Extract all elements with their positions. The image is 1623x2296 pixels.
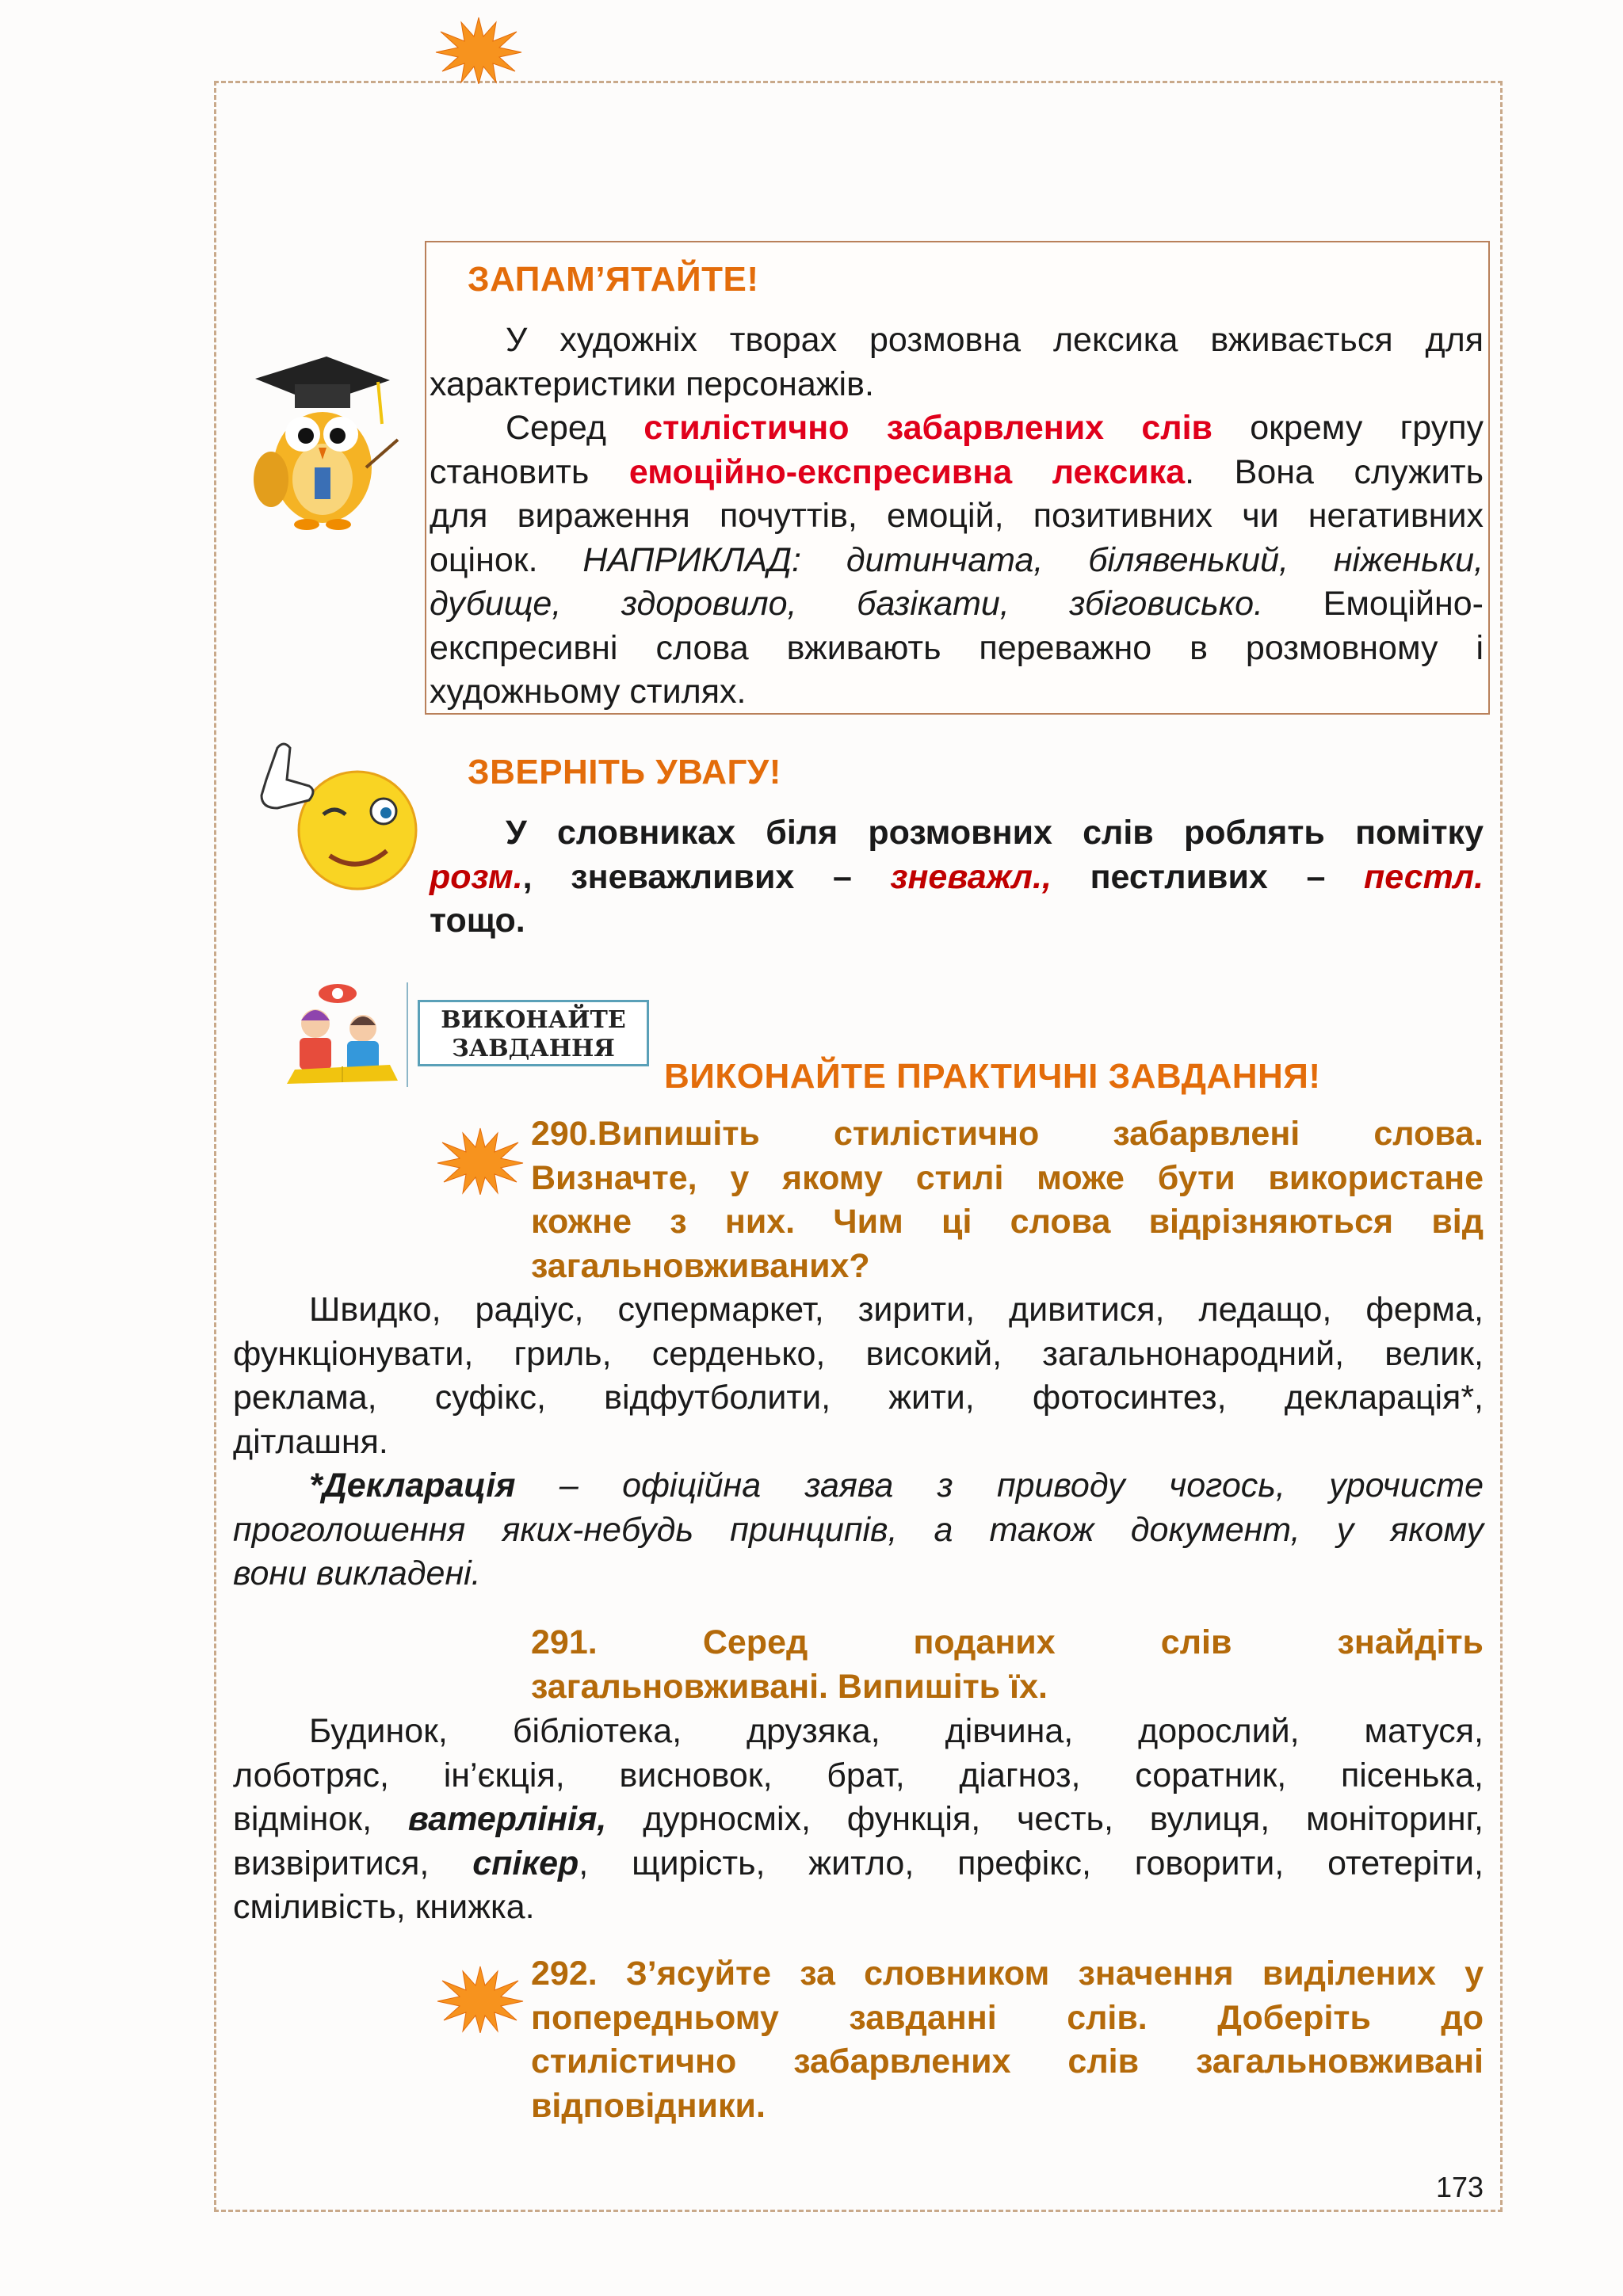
remember-text: У художніх творах розмовна лексика вживається для характеристики персонажів. Серед стилістично забарвлених слів окрему групу становить емоційно-експресивна лексика. Вона служить для вираження почуттів, емоцій, позитивних чи негативних оцінок. НАПРИКЛАД: дитинчата, білявенький, ніженьки, дубище, здоровило, базікати, збіговисько. Емоційно- експресивні слова вживають переважно в розмовному і художньому стилях.: [430, 321, 1484, 711]
task-291-prompt: 291. Серед поданих слів знайдіть загальновживані. Випишіть їх.: [531, 1623, 1484, 1706]
star-icon: [436, 1127, 525, 1195]
winking-smiley-icon: [235, 732, 425, 897]
star-icon: [434, 16, 523, 84]
task-290-words: Швидко, радіус, супермаркет, зирити, дивитися, ледащо, ферма, функціонувати, гриль, серденько, високий, загальнонародний, велик, реклама, суфікс, відфутболити, жити, фотосинтез, декларація*, дітлашня.: [233, 1291, 1484, 1461]
divider-line: [407, 982, 408, 1087]
attention-text: У словниках біля розмовних слів роблять помітку розм., зневажливих – зневажл., пестливих – пестл. тощо.: [430, 814, 1484, 940]
task-290-footnote: *Декларація – офіційна заява з приводу чогось, урочисте проголошення яких-небудь принципів, а також документ, у якому вони викладені.: [233, 1466, 1484, 1592]
task-290-prompt: 290.Випишіть стилістично забарвлені слова. Визначте, у якому стилі може бути використане кожне з них. Чим ці слова відрізняються від загальновживаних?: [531, 1115, 1484, 1285]
children-reading-icon: [279, 982, 404, 1090]
practice-title: ВИКОНАЙТЕ ПРАКТИЧНІ ЗАВДАННЯ!: [664, 1057, 1321, 1096]
star-icon: [436, 1965, 525, 2033]
attention-title: ЗВЕРНІТЬ УВАГУ!: [468, 753, 781, 791]
owl-teacher-icon: [239, 349, 406, 531]
task-292-prompt: 292. З’ясуйте за словником значення виділених у попередньому завданні слів. Доберіть до стилістично забарвлених слів загальновживані відповідники.: [531, 1955, 1484, 2125]
do-task-badge: ВИКОНАЙТЕ ЗАВДАННЯ: [418, 1000, 649, 1066]
task-291-words: Будинок, бібліотека, друзяка, дівчина, дорослий, матуся, лоботряс, ін’єкція, висновок, брат, діагноз, соратник, пісенька, відмінок, ватерлінія, дурносміх, функція, честь, вулиця, моніторинг, визвіритися, спікер, щирість, житло, префікс, говорити, отетеріти, сміливість, книжка.: [233, 1712, 1484, 1926]
page-number: 173: [1436, 2171, 1484, 2203]
remember-title: ЗАПАМ’ЯТАЙТЕ!: [468, 260, 759, 299]
